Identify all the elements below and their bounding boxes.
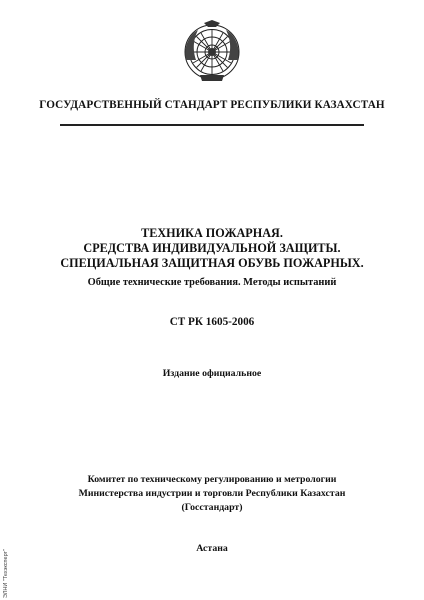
edition-label: Издание официальное xyxy=(162,368,262,379)
title-line: СПЕЦИАЛЬНАЯ ЗАЩИТНАЯ ОБУВЬ ПОЖАРНЫХ. xyxy=(60,256,364,270)
publisher-line: Министерства индустрии и торговли Республики Казахстан xyxy=(78,488,346,499)
publisher-line: (Госстандарт) xyxy=(181,502,243,513)
state-emblem-icon xyxy=(182,20,242,84)
standard-code: СТ РК 1605-2006 xyxy=(169,316,255,328)
document-title xyxy=(0,226,424,271)
org-title: ГОСУДАРСТВЕННЫЙ СТАНДАРТ РЕСПУБЛИКИ КАЗАХСТАН xyxy=(39,99,385,111)
title-line: СРЕДСТВА ИНДИВИДУАЛЬНОЙ ЗАЩИТЫ. xyxy=(83,241,341,255)
publisher-block xyxy=(0,473,424,515)
document-subtitle: Общие технические требования. Методы испытаний xyxy=(87,277,337,288)
header-divider xyxy=(60,124,364,126)
side-watermark: ЭЛНИ "Техэксперт" xyxy=(3,549,9,598)
publication-city: Астана xyxy=(196,543,228,554)
publisher-line: Комитет по техническому регулированию и метрологии xyxy=(87,474,337,485)
title-line: ТЕХНИКА ПОЖАРНАЯ. xyxy=(141,226,283,240)
